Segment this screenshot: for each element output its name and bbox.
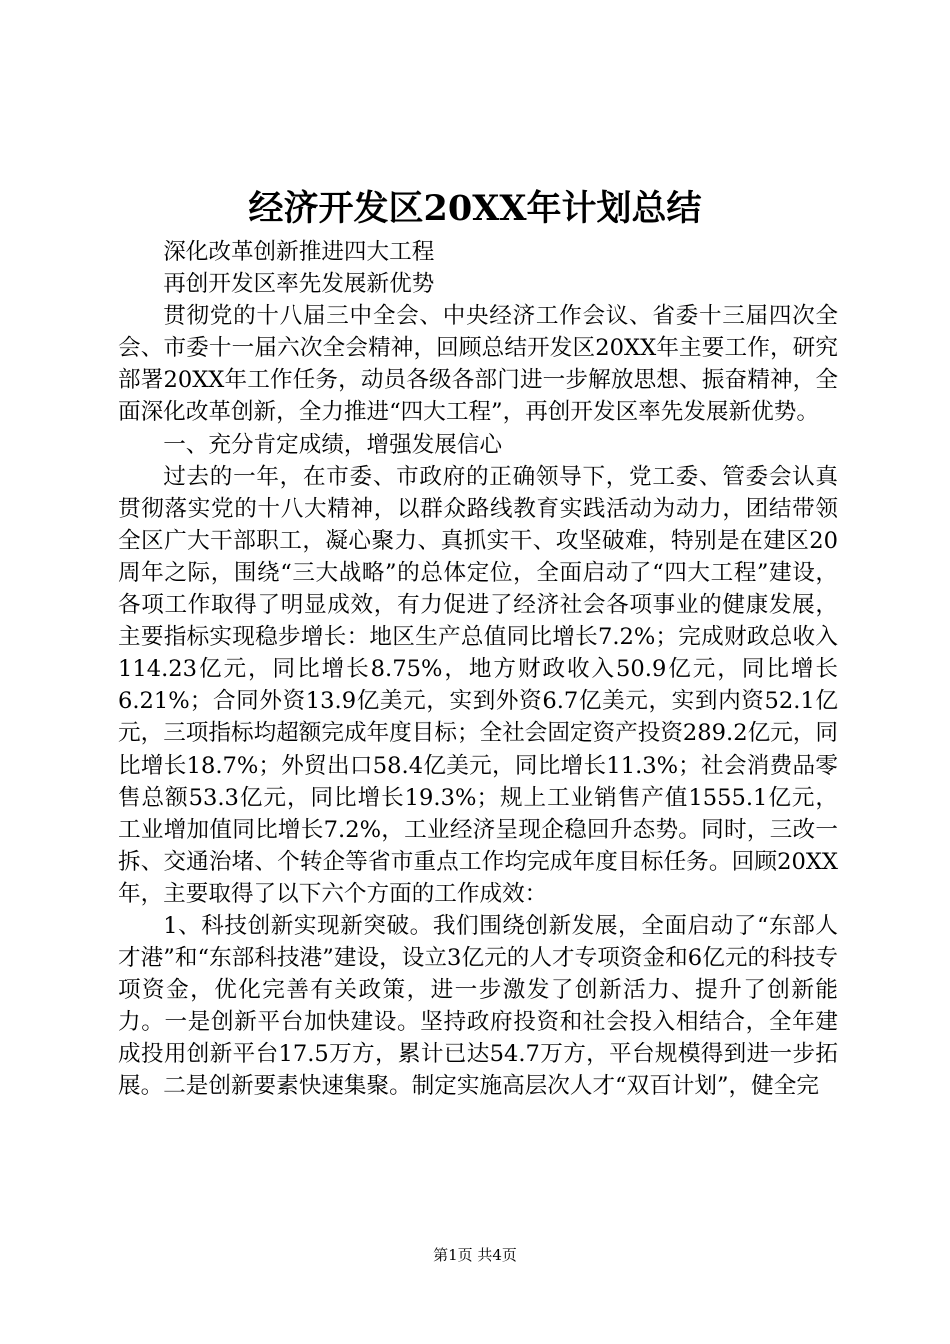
section-heading: 一、充分肯定成绩，增强发展信心 — [163, 431, 503, 458]
intro-paragraph: 贯彻党的十八届三中全会、中央经济工作会议、省委十三届四次全会、市委十一届六次全会精神，回顾总结开发区20XX年主要工作，研究部署20XX年工作任务，动员各级各部门进一步解放思想、振奋精神，全面深化改革创新，全力推进“四大工程”，再创开发区率先发展新优势。 — [118, 303, 838, 426]
document-title: 经济开发区20XX年计划总结 — [248, 188, 702, 229]
subtitle-line-1: 深化改革创新推进四大工程 — [163, 239, 435, 265]
body-paragraph: 过去的一年，在市委、市政府的正确领导下，党工委、管委会认真贯彻落实党的十八大精神，以群众路线教育实践活动为动力，团结带领全区广大干部职工，凝心聚力、真抓实干、攻坚破难，特别是在建区20周年之际，围绕“三大战略”的总体定位，全面启动了“四大工程”建设，各项工作取得了明显成效，有力促进了经济社会各项事业的健康发展，主要指标实现稳步增长：地区生产总值同比增长7.2%；完成财政总收入114.23亿元，同比增长8.75%，地方财政收入50.9亿元，同比增长6.21%；合同外资13.9亿美元，实到外资6.7亿美元，实到内资52.1亿元，三项指标均超额完成年度目标；全社会固定资产投资289.2亿元，同比增长18.7%；外贸出口58.4亿美元，同比增长11.3%；社会消费品零售总额53.3亿元，同比增长19.3%；规上工业销售产值1555.1亿元，工业增加值同比增长7.2%，工业经济呈现企稳回升态势。同时，三改一拆、交通治堵、个转企等省市重点工作均完成年度目标任务。回顾20XX年，主要取得了以下六个方面的工作成效： — [118, 463, 838, 907]
page-number-footer: 第1页 共4页 — [433, 1246, 517, 1264]
document-body — [118, 236, 838, 1103]
body-paragraph: 1、科技创新实现新突破。我们围绕创新发展，全面启动了“东部人才港”和“东部科技港”建设，设立3亿元的人才专项资金和6亿元的科技专项资金，优化完善有关政策，进一步激发了创新活力、提升了创新能力。一是创新平台加快建设。坚持政府投资和社会投入相结合，全年建成投用创新平台17.5万方，累计已达54.7万方，平台规模得到进一步拓展。二是创新要素快速集聚。制定实施高层次人才“双百计划”，健全完 — [118, 912, 838, 1100]
subtitle-line-2: 再创开发区率先发展新优势 — [163, 271, 435, 298]
